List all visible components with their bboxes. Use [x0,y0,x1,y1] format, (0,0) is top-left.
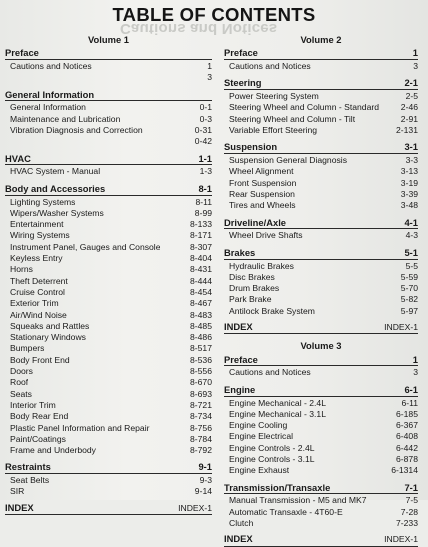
toc-section [224,77,418,136]
section-heading [224,47,418,60]
entry-title: Bumpers [10,343,45,354]
entry-title: Antilock Brake System [229,305,315,316]
entry-page: 9-3 [199,475,212,486]
volume-title: Volume 3 [300,340,342,352]
section-page: 3-1 [404,141,418,153]
toc-entry [5,219,212,230]
entry-title: Theft Deterrent [10,275,68,286]
toc-entry [5,355,212,366]
toc-entry [5,332,212,343]
entry-page: 8-454 [190,286,212,297]
volume-title: Volume 1 [88,34,129,45]
section-title: Suspension [224,141,278,153]
toc-entry [224,420,418,431]
toc-entry [5,423,212,434]
entry-title: Cautions and Notices [10,61,92,72]
entry-page: 1-3 [199,166,212,177]
entry-page: 8-307 [190,241,212,252]
entry-page: 8-171 [190,230,212,241]
entry-title: Air/Wind Noise [10,309,67,320]
toc-entry [5,310,212,321]
toc-entry [224,283,418,294]
toc-entry [224,306,418,317]
toc-entry [5,72,212,83]
entry-title: Park Brake [229,294,272,305]
toc-section [5,153,212,178]
entry-title: Cautions and Notices [229,61,311,72]
toc-entry [224,495,418,506]
toc-entry [224,261,418,272]
section-heading [224,77,418,90]
entry-page: 8-485 [190,320,212,331]
toc-entry [224,443,418,454]
index-page: INDEX-1 [178,502,212,513]
toc-section [5,183,212,457]
toc-entry [224,178,418,189]
entry-page: 3-13 [400,166,418,177]
entry-title: Plastic Panel Information and Repair [10,422,150,433]
toc-entry [5,230,212,241]
toc-entry [5,475,212,486]
toc-entry [224,91,418,102]
entry-page: 8-670 [190,377,212,388]
toc-entry [5,197,212,208]
toc-entry [224,166,418,177]
toc-entry [224,189,418,200]
toc-entry [5,434,212,445]
entry-page: 8-693 [190,388,212,399]
section-title: HVAC [5,152,31,164]
entry-page: 7-233 [396,517,418,528]
entry-title: Seat Belts [10,475,50,486]
toc-entry [5,264,212,275]
entry-page: 0-3 [199,113,212,124]
entry-page: 3-39 [400,189,418,200]
entry-page: 8-404 [190,253,212,264]
entry-title: Maintenance and Lubrication [10,113,121,124]
toc-entry [224,155,418,166]
toc-entry [224,454,418,465]
entry-title: Entertainment [10,219,64,230]
entry-page: 0-31 [194,125,212,136]
entry-title: Stationary Windows [10,332,86,343]
section-page: 4-1 [404,216,418,228]
entry-title: Seats [10,388,32,399]
toc-entry [5,166,212,177]
section-heading [5,153,212,166]
toc-section [224,47,418,72]
section-heading [224,217,418,230]
entry-page: 6-442 [396,442,418,453]
entry-page: 2-91 [400,113,418,124]
entry-page: 7-28 [400,506,418,517]
entry-page: 8-721 [190,399,212,410]
entry-page: 6-11 [401,397,418,408]
entry-page: 8-467 [190,298,212,309]
section-title: Body and Accessories [5,182,106,194]
entry-page: 8-734 [190,411,212,422]
entry-title: Cautions and Notices [229,367,311,378]
section-page: 9-1 [198,461,212,473]
section-heading [224,354,418,367]
toc-entry [5,287,212,298]
toc-entry [5,377,212,388]
toc-entry [224,61,418,72]
toc-entry [5,102,212,113]
entry-page: 8-133 [190,219,212,230]
entry-page: 3 [413,61,418,72]
toc-entry [5,411,212,422]
entry-title: Frame and Underbody [10,445,96,456]
entry-title: Disc Brakes [229,271,275,282]
entry-page: 8-444 [190,275,212,286]
toc-entry [224,294,418,305]
entry-page: 6-185 [396,408,418,419]
entry-title: Engine Cooling [229,420,288,431]
toc-entry [224,272,418,283]
entry-title: Wiring Systems [10,230,70,241]
entry-title: Tires and Wheels [229,200,296,211]
toc-entry [5,61,212,72]
toc-entry [224,367,418,378]
toc-section [224,141,418,211]
entry-page: 8-784 [190,433,212,444]
entry-page: 9-14 [194,486,212,497]
toc-entry [5,125,212,136]
section-title: Preface [224,353,258,365]
entry-title: Wheel Alignment [229,166,294,177]
entry-page: 8-756 [190,422,212,433]
toc-section [5,461,212,497]
entry-page: 8-486 [190,332,212,343]
entry-title: Engine Controls - 2.4L [229,442,315,453]
entry-page: 2-5 [405,91,418,102]
section-heading [224,247,418,260]
entry-page: 8-431 [190,264,212,275]
entry-title: Steering Wheel and Column - Standard [229,102,379,113]
toc-entry [5,298,212,309]
toc-entry [224,409,418,420]
toc-entry [224,102,418,113]
entry-title: Cruise Control [10,286,65,297]
entry-page: 3-3 [405,155,418,166]
toc-entry [5,366,212,377]
entry-page: 2-131 [396,125,418,136]
toc-entry [224,518,418,529]
entry-title: SIR [10,486,25,497]
toc-entry [224,200,418,211]
entry-title: Roof [10,377,29,388]
entry-title: Steering Wheel and Column - Tilt [229,113,356,124]
section-heading [5,183,212,196]
entry-page: 3-19 [400,177,418,188]
section-heading [5,89,212,102]
toc-section [5,89,212,148]
entry-page: 8-556 [190,366,212,377]
entry-title: Front Suspension [229,177,297,188]
entry-page: 8-536 [190,354,212,365]
toc-entry [224,398,418,409]
entry-page: 6-1314 [391,465,418,476]
toc-section [224,247,418,317]
toc-entry [5,208,212,219]
entry-page: 6-367 [396,420,418,431]
toc-section [224,482,418,530]
entry-page: 4-3 [405,230,418,241]
volume-2-block [224,34,418,334]
toc-entry [5,321,212,332]
index-entry [5,502,212,515]
entry-page: 2-46 [400,102,418,113]
entry-title: Rear Suspension [229,189,295,200]
section-page: 8-1 [198,182,212,194]
entry-page: 1 [207,61,212,72]
entry-title: HVAC System - Manual [10,166,101,177]
index-label: INDEX [5,501,34,513]
toc-entry [224,507,418,518]
entry-title: Engine Mechanical - 3.1L [229,408,326,419]
section-heading [224,141,418,154]
volume-1-column [5,34,212,515]
section-heading [5,461,212,474]
section-page: 5-1 [404,246,418,258]
toc-entry [224,125,418,136]
entry-title: Engine Exhaust [229,465,290,476]
toc-entry [5,400,212,411]
entry-title: Wipers/Washer Systems [10,207,104,218]
entry-title: Hydraulic Brakes [229,260,294,271]
section-heading [224,384,418,397]
entry-title: Power Steering System [229,91,319,102]
section-title: Steering [224,77,262,89]
entry-page: 6-878 [396,454,418,464]
toc-entry [5,242,212,253]
section-page: 7-1 [404,481,418,493]
entry-title: Engine Mechanical - 2.4L [229,397,326,408]
entry-page: 3 [207,72,212,83]
volume-3-block [224,340,418,546]
entry-page: 8-483 [190,309,212,320]
entry-page: 6-408 [396,431,418,442]
section-heading [5,47,212,60]
entry-title: Variable Effort Steering [229,125,318,136]
entry-title: Keyless Entry [10,253,63,264]
entry-page: 5-5 [405,260,418,271]
bleed-through-text: Cautions and Notices [120,20,278,37]
entry-title: Body Front End [10,354,70,365]
page-title: TABLE OF CONTENTS [112,4,316,25]
entry-page: 8-517 [190,343,212,354]
entry-title: Wheel Drive Shafts [229,230,303,241]
index-page: INDEX-1 [384,534,418,545]
section-page: 1-1 [198,152,212,164]
entry-title: Engine Controls - 3.1L [229,454,315,464]
section-title: Transmission/Transaxle [224,481,331,493]
section-title: Preface [224,47,258,59]
entry-page: 7-5 [405,495,418,506]
entry-title: Engine Electrical [229,431,294,442]
toc-entry [224,465,418,476]
entry-page: 3 [413,367,418,378]
section-title: Restraints [5,461,51,473]
entry-page: 0-1 [199,102,212,113]
entry-title: Horns [10,264,33,275]
toc-entry [5,276,212,287]
section-title: Driveline/Axle [224,216,287,228]
entry-page: 5-59 [400,271,418,282]
index-page: INDEX-1 [384,322,418,333]
entry-title: Drum Brakes [229,283,280,294]
section-page: 1 [412,47,418,59]
toc-entry [5,136,212,147]
toc-entry [5,343,212,354]
toc-entry [224,431,418,442]
entry-page: 8-792 [190,445,212,456]
entry-title: Manual Transmission - M5 and MK7 [229,495,367,506]
volume-title: Volume 2 [300,34,342,45]
entry-title: Body Rear End [10,411,69,422]
entry-title: Suspension General Diagnosis [229,155,347,166]
entry-title: Instrument Panel, Gauges and Console [10,241,161,252]
section-page: 6-1 [404,383,418,395]
entry-page: 8-11 [195,196,212,207]
section-heading [224,482,418,495]
index-entry [224,533,418,546]
index-entry [224,321,418,334]
toc-entry [224,114,418,125]
entry-title: Squeaks and Rattles [10,320,90,331]
toc-section [5,47,212,83]
section-title: Preface [5,47,39,59]
entry-title: Paint/Coatings [10,433,66,444]
toc-section [224,217,418,242]
right-column [224,34,418,547]
toc-entry [5,114,212,125]
section-title: Engine [224,383,256,395]
toc-entry [5,389,212,400]
toc-entry [5,445,212,456]
index-label: INDEX [224,533,253,545]
section-page: 2-1 [404,77,418,89]
toc-section [224,354,418,379]
toc-entry [5,486,212,497]
entry-page: 3-48 [400,200,418,211]
entry-title: General Information [10,102,86,113]
entry-title: Interior Trim [10,399,56,410]
toc-entry [224,230,418,241]
section-title: General Information [5,88,95,100]
entry-page: 5-82 [400,294,418,305]
entry-page: 8-99 [194,207,212,218]
entry-title: Doors [10,366,33,377]
toc-section [224,384,418,477]
entry-title: Automatic Transaxle - 4T60-E [229,506,343,517]
toc-entry [5,253,212,264]
section-page: 1 [412,353,418,365]
entry-title: Lighting Systems [10,196,76,207]
entry-title: Clutch [229,517,254,528]
entry-page: 5-97 [400,305,418,316]
entry-title: Exterior Trim [10,298,59,309]
index-label: INDEX [224,321,253,333]
entry-page: 0-42 [194,136,212,147]
entry-page: 5-70 [400,283,418,294]
section-title: Brakes [224,246,256,258]
entry-title: Vibration Diagnosis and Correction [10,125,143,136]
